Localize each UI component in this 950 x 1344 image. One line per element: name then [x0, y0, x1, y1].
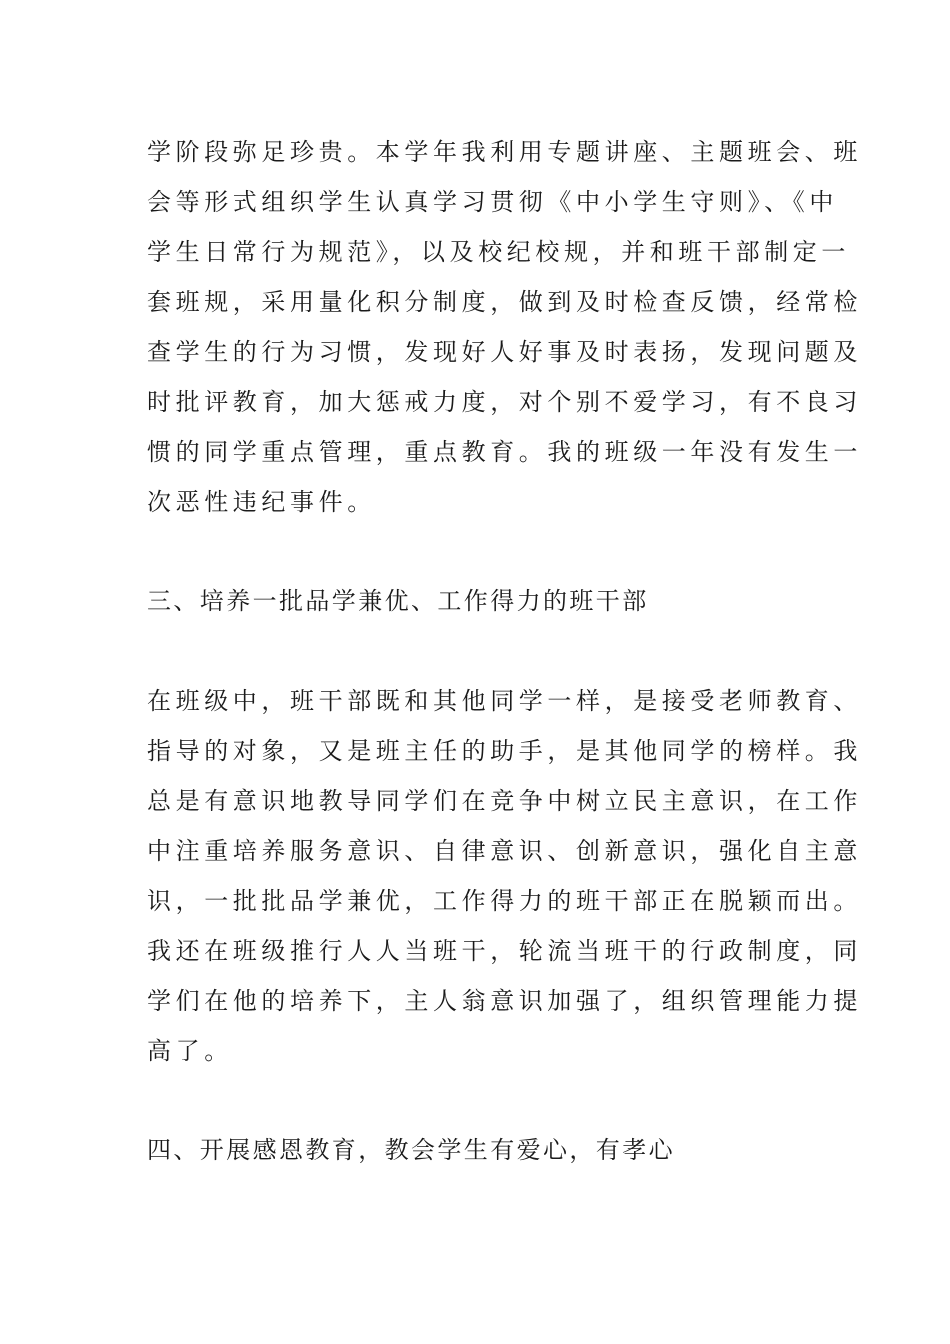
section-heading-3: 三、培养一批品学兼优、工作得力的班干部	[147, 587, 649, 615]
paragraph-line: 套班规，采用量化积分制度，做到及时检查反馈，经常检	[147, 288, 862, 316]
paragraph-line: 我还在班级推行人人当班干，轮流当班干的行政制度，同	[147, 937, 862, 965]
paragraph-line: 次恶性违纪事件。	[147, 488, 376, 516]
paragraph-line: 学生日常行为规范》，以及校纪校规，并和班干部制定一	[147, 238, 850, 266]
paragraph-line: 高了。	[147, 1037, 233, 1065]
paragraph-line: 总是有意识地教导同学们在竞争中树立民主意识，在工作	[147, 787, 862, 815]
paragraph-line: 学们在他的培养下，主人翁意识加强了，组织管理能力提	[147, 987, 862, 1015]
paragraph-line: 指导的对象，又是班主任的助手，是其他同学的榜样。我	[147, 737, 862, 765]
paragraph-line: 学阶段弥足珍贵。本学年我利用专题讲座、主题班会、班	[147, 138, 862, 166]
paragraph-line: 中注重培养服务意识、自律意识、创新意识，强化自主意	[147, 837, 862, 865]
paragraph-line: 查学生的行为习惯，发现好人好事及时表扬，发现问题及	[147, 338, 862, 366]
section-heading-4: 四、开展感恩教育，教会学生有爱心，有孝心	[147, 1136, 675, 1164]
paragraph-line: 识，一批批品学兼优，工作得力的班干部正在脱颖而出。	[147, 887, 862, 915]
paragraph-line: 在班级中，班干部既和其他同学一样，是接受老师教育、	[147, 687, 862, 715]
paragraph-line: 惯的同学重点管理，重点教育。我的班级一年没有发生一	[147, 438, 862, 466]
paragraph-line: 会等形式组织学生认真学习贯彻《中小学生守则》、《中	[147, 188, 838, 216]
paragraph-line: 时批评教育，加大惩戒力度，对个别不爱学习，有不良习	[147, 388, 862, 416]
